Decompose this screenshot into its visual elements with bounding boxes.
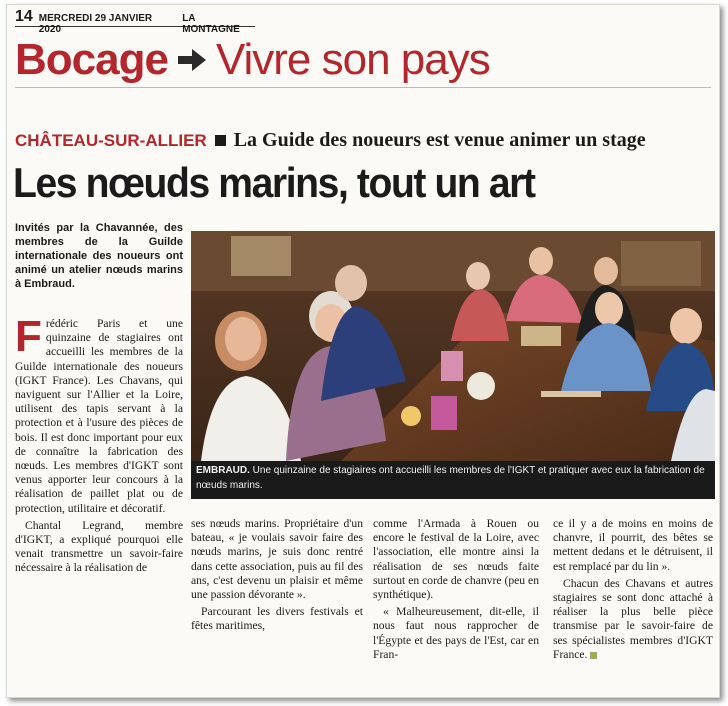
body-paragraph	[15, 312, 183, 516]
body-column-2	[191, 517, 363, 634]
photo-caption	[191, 461, 715, 499]
body-column-1	[15, 312, 183, 576]
body-paragraph	[553, 577, 713, 662]
workshop-photo-illustration	[191, 231, 715, 461]
page-number: 14	[15, 8, 33, 25]
end-mark-icon	[590, 652, 597, 659]
article-lead: Invités par la Chavannée, des membres de la Guilde internationale des noueurs ont animé un atelier nœuds marins à Embraud.	[15, 222, 183, 290]
body-paragraph: « Malheureusement, dit-elle, il nous faut nous rapprocher de l'Égypte et des pays de l'Est, car en Fran-	[373, 605, 539, 661]
arrow-right-icon	[178, 49, 206, 71]
dateline-place: CHÂTEAU-SUR-ALLIER	[15, 130, 207, 150]
body-paragraph: Parcourant les divers festivals et fêtes maritimes,	[191, 605, 363, 633]
section-header	[15, 33, 711, 88]
body-paragraph: comme l'Armada à Rouen ou encore le festival de la Loire, avec l'association, elle montre ainsi la réalisation de ses nœuds faite surtout en corde de chanvre (peu en synthétique).	[373, 517, 539, 602]
drop-cap: F	[15, 312, 42, 361]
newspaper-page	[6, 4, 720, 698]
section-title: Vivre son pays	[215, 35, 490, 84]
body-paragraph: Chantal Legrand, membre d'IGKT, a expliqué pourquoi elle venait transmettre un savoir-faire nécessaire à la réalisation de	[15, 518, 183, 575]
body-paragraph: ses nœuds marins. Propriétaire d'un bateau, « je voulais savoir faire des nœuds marins, je suis donc rentré dans cette association, puis au fil des ans, c'est devenu un plaisir et même une passion dévorante ».	[191, 517, 363, 602]
newspaper-name: LA MONTAGNE	[182, 13, 240, 35]
issue-date: MERCREDI 29 JANVIER 2020	[38, 13, 153, 35]
body-column-3	[373, 517, 539, 662]
caption-lead: EMBRAUD.	[196, 465, 250, 476]
paragraph-text: rédéric Paris et une quinzaine de stagiaires ont accueilli les membres de la Guilde internationale des noueurs (IGKT France). Les Chavans, qui naviguent sur l'Allier et la Loire, utilisent des tapis servant à la protection et à l'usure des pièces de bois. Il est donc important pour eux de connaître la fabrication des nœuds. Les membres d'IGKT sont venus apporter leur concours à la réalisation de paillet plat ou de protection, utilitaire et décoratif.	[15, 317, 183, 515]
body-column-4	[553, 517, 713, 662]
body-paragraph: ce il y a de moins en moins de chanvre, il pourrit, des bêtes se mettent dedans et le détruisent, il est remplacé par du lin ».	[553, 517, 713, 573]
section-name: Bocage	[15, 35, 168, 84]
square-bullet-icon	[215, 135, 226, 146]
article-subtitle: La Guide des noueurs est venue animer un stage	[233, 129, 646, 151]
paragraph-text: Chacun des Chavans et autres stagiaires se sont donc attaché à réaliser la plus belle pièce transmise par le savoir-faire de ses spécialistes membres d'IGKT France.	[553, 576, 713, 661]
page-folio	[15, 8, 255, 35]
article-kicker	[15, 129, 715, 152]
article-headline: Les nœuds marins, tout un art	[13, 159, 535, 206]
article-photo	[191, 231, 715, 461]
caption-text: Une quinzaine de stagiaires ont accueilli les membres de l'IGKT et pratiquer avec eux la fabrication de nœuds marins.	[196, 465, 705, 491]
